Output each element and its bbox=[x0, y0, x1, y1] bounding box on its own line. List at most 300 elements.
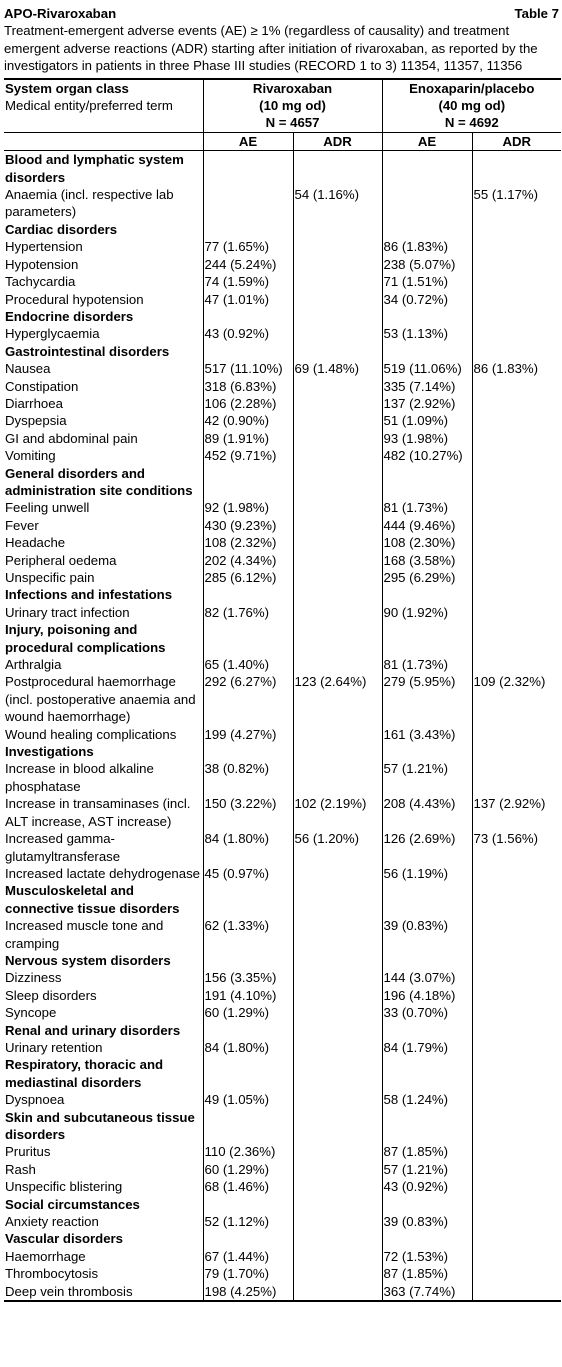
preferred-term: Unspecific blistering bbox=[5, 1179, 123, 1195]
table-row bbox=[4, 830, 561, 865]
preferred-term: Feeling unwell bbox=[5, 500, 90, 516]
rivaroxaban-ae-cell: 89 (1.91%) bbox=[203, 430, 293, 447]
enoxaparin-ae-cell: 90 (1.92%) bbox=[382, 604, 472, 621]
rivaroxaban-ae-cell: 47 (1.01%) bbox=[203, 291, 293, 308]
rivaroxaban-ae-cell: 68 (1.46%) bbox=[203, 1178, 293, 1195]
header-group-2-line1: Enoxaparin/placebo bbox=[409, 80, 535, 96]
category-row bbox=[4, 1109, 561, 1144]
empty-cell bbox=[472, 221, 561, 238]
rivaroxaban-adr-cell bbox=[293, 1178, 382, 1195]
enoxaparin-adr-cell bbox=[472, 273, 561, 290]
empty-cell bbox=[293, 308, 382, 325]
empty-cell bbox=[203, 621, 293, 656]
enoxaparin-ae-cell: 363 (7.74%) bbox=[382, 1283, 472, 1301]
table-row bbox=[4, 395, 561, 412]
rivaroxaban-ae-cell: 156 (3.35%) bbox=[203, 969, 293, 986]
empty-cell bbox=[293, 743, 382, 760]
enoxaparin-ae-cell: 168 (3.58%) bbox=[382, 552, 472, 569]
empty-cell bbox=[382, 343, 472, 360]
subheader-row bbox=[4, 132, 561, 150]
category-row bbox=[4, 1056, 561, 1091]
rivaroxaban-ae-cell: 84 (1.80%) bbox=[203, 830, 293, 865]
empty-cell bbox=[472, 621, 561, 656]
empty-cell bbox=[382, 1196, 472, 1213]
system-organ-class: Vascular disorders bbox=[5, 1231, 124, 1247]
category-row bbox=[4, 1196, 561, 1213]
category-row bbox=[4, 465, 561, 500]
table-row bbox=[4, 987, 561, 1004]
enoxaparin-adr-cell: 137 (2.92%) bbox=[472, 795, 561, 830]
enoxaparin-adr-cell bbox=[472, 1213, 561, 1230]
empty-cell bbox=[382, 1230, 472, 1247]
table-row bbox=[4, 325, 561, 342]
rivaroxaban-ae-cell: 199 (4.27%) bbox=[203, 726, 293, 743]
preferred-term: Thrombocytosis bbox=[5, 1266, 99, 1282]
rivaroxaban-ae-cell: 65 (1.40%) bbox=[203, 656, 293, 673]
table-row bbox=[4, 1265, 561, 1282]
preferred-term: GI and abdominal pain bbox=[5, 430, 138, 446]
table-row bbox=[4, 291, 561, 308]
rivaroxaban-adr-cell bbox=[293, 917, 382, 952]
category-row bbox=[4, 743, 561, 760]
rivaroxaban-ae-cell: 52 (1.12%) bbox=[203, 1213, 293, 1230]
enoxaparin-adr-cell bbox=[472, 987, 561, 1004]
rivaroxaban-adr-cell bbox=[293, 256, 382, 273]
rivaroxaban-adr-cell bbox=[293, 1283, 382, 1301]
adverse-events-table bbox=[4, 78, 561, 1302]
rivaroxaban-ae-cell: 517 (11.10%) bbox=[203, 360, 293, 377]
enoxaparin-ae-cell: 34 (0.72%) bbox=[382, 291, 472, 308]
rivaroxaban-adr-cell bbox=[293, 447, 382, 464]
table-row bbox=[4, 760, 561, 795]
empty-cell bbox=[203, 586, 293, 603]
rivaroxaban-ae-cell: 285 (6.12%) bbox=[203, 569, 293, 586]
table-row bbox=[4, 360, 561, 377]
rivaroxaban-ae-cell: 108 (2.32%) bbox=[203, 534, 293, 551]
header-col1-line1: System organ class bbox=[5, 80, 129, 96]
enoxaparin-ae-cell: 295 (6.29%) bbox=[382, 569, 472, 586]
rivaroxaban-ae-cell: 43 (0.92%) bbox=[203, 325, 293, 342]
table-row bbox=[4, 969, 561, 986]
empty-cell bbox=[472, 308, 561, 325]
table-label: Table 7 bbox=[514, 6, 559, 21]
rivaroxaban-adr-cell bbox=[293, 1161, 382, 1178]
system-organ-class: Investigations bbox=[5, 744, 94, 760]
enoxaparin-ae-cell: 39 (0.83%) bbox=[382, 917, 472, 952]
empty-cell bbox=[382, 1056, 472, 1091]
empty-cell bbox=[293, 221, 382, 238]
preferred-term: Increased gamma-glutamyltransferase bbox=[5, 831, 121, 864]
table-row bbox=[4, 1039, 561, 1056]
preferred-term: Increase in blood alkaline phosphatase bbox=[5, 761, 154, 794]
rivaroxaban-ae-cell: 60 (1.29%) bbox=[203, 1161, 293, 1178]
table-row bbox=[4, 499, 561, 516]
preferred-term: Nausea bbox=[5, 361, 51, 377]
empty-cell bbox=[472, 1109, 561, 1144]
rivaroxaban-adr-cell: 123 (2.64%) bbox=[293, 673, 382, 725]
preferred-term: Rash bbox=[5, 1161, 36, 1177]
enoxaparin-adr-cell: 73 (1.56%) bbox=[472, 830, 561, 865]
rivaroxaban-adr-cell bbox=[293, 273, 382, 290]
empty-cell bbox=[472, 1056, 561, 1091]
system-organ-class: Gastrointestinal disorders bbox=[5, 343, 170, 359]
category-row bbox=[4, 151, 561, 186]
enoxaparin-ae-cell: 43 (0.92%) bbox=[382, 1178, 472, 1195]
enoxaparin-adr-cell bbox=[472, 430, 561, 447]
enoxaparin-adr-cell bbox=[472, 726, 561, 743]
subheader-adr-2: ADR bbox=[472, 132, 561, 150]
system-organ-class: Endocrine disorders bbox=[5, 308, 134, 324]
empty-cell bbox=[382, 952, 472, 969]
header-group-1-line1: Rivaroxaban bbox=[252, 80, 333, 96]
rivaroxaban-ae-cell bbox=[203, 186, 293, 221]
enoxaparin-ae-cell: 238 (5.07%) bbox=[382, 256, 472, 273]
empty-cell bbox=[203, 882, 293, 917]
empty-cell bbox=[472, 465, 561, 500]
table-row bbox=[4, 430, 561, 447]
rivaroxaban-adr-cell bbox=[293, 378, 382, 395]
rivaroxaban-adr-cell bbox=[293, 726, 382, 743]
rivaroxaban-ae-cell: 62 (1.33%) bbox=[203, 917, 293, 952]
system-organ-class: Respiratory, thoracic and mediastinal disorders bbox=[5, 1057, 164, 1090]
rivaroxaban-adr-cell bbox=[293, 534, 382, 551]
empty-cell bbox=[203, 1109, 293, 1144]
enoxaparin-adr-cell bbox=[472, 1161, 561, 1178]
system-organ-class: Injury, poisoning and procedural complications bbox=[5, 622, 166, 655]
enoxaparin-adr-cell bbox=[472, 917, 561, 952]
rivaroxaban-ae-cell: 292 (6.27%) bbox=[203, 673, 293, 725]
empty-cell bbox=[203, 343, 293, 360]
empty-cell bbox=[472, 882, 561, 917]
enoxaparin-adr-cell bbox=[472, 1004, 561, 1021]
empty-cell bbox=[293, 952, 382, 969]
category-row bbox=[4, 952, 561, 969]
enoxaparin-adr-cell bbox=[472, 969, 561, 986]
enoxaparin-adr-cell bbox=[472, 1178, 561, 1195]
preferred-term: Unspecific pain bbox=[5, 570, 95, 585]
preferred-term: Hypotension bbox=[5, 256, 79, 272]
empty-cell bbox=[293, 1056, 382, 1091]
category-row bbox=[4, 586, 561, 603]
preferred-term: Tachycardia bbox=[5, 274, 76, 290]
preferred-term: Arthralgia bbox=[5, 657, 62, 673]
preferred-term: Dyspepsia bbox=[5, 413, 67, 429]
header-group-2-line2: (40 mg od) bbox=[438, 98, 506, 114]
empty-cell bbox=[293, 882, 382, 917]
empty-cell bbox=[203, 1230, 293, 1247]
empty-cell bbox=[293, 465, 382, 500]
rivaroxaban-adr-cell: 102 (2.19%) bbox=[293, 795, 382, 830]
document-header bbox=[4, 5, 559, 22]
rivaroxaban-ae-cell: 202 (4.34%) bbox=[203, 552, 293, 569]
table-row bbox=[4, 238, 561, 255]
rivaroxaban-adr-cell bbox=[293, 412, 382, 429]
enoxaparin-ae-cell bbox=[382, 186, 472, 221]
enoxaparin-ae-cell: 53 (1.13%) bbox=[382, 325, 472, 342]
enoxaparin-adr-cell bbox=[472, 865, 561, 882]
enoxaparin-ae-cell: 108 (2.30%) bbox=[382, 534, 472, 551]
empty-cell bbox=[203, 221, 293, 238]
empty-cell bbox=[203, 151, 293, 186]
rivaroxaban-ae-cell: 45 (0.97%) bbox=[203, 865, 293, 882]
enoxaparin-ae-cell: 519 (11.06%) bbox=[382, 360, 472, 377]
empty-cell bbox=[382, 308, 472, 325]
preferred-term: Urinary retention bbox=[5, 1039, 103, 1055]
rivaroxaban-adr-cell bbox=[293, 1248, 382, 1265]
rivaroxaban-ae-cell: 110 (2.36%) bbox=[203, 1143, 293, 1160]
table-body bbox=[4, 151, 561, 1301]
enoxaparin-adr-cell bbox=[472, 1039, 561, 1056]
header-group-1-line2: (10 mg od) bbox=[259, 98, 326, 114]
category-row bbox=[4, 882, 561, 917]
empty-cell bbox=[382, 1109, 472, 1144]
preferred-term: Diarrhoea bbox=[5, 395, 63, 411]
system-organ-class: Infections and infestations bbox=[5, 587, 173, 603]
enoxaparin-ae-cell: 444 (9.46%) bbox=[382, 517, 472, 534]
enoxaparin-adr-cell bbox=[472, 1265, 561, 1282]
enoxaparin-adr-cell bbox=[472, 1143, 561, 1160]
preferred-term: Urinary tract infection bbox=[5, 604, 130, 620]
empty-cell bbox=[472, 1230, 561, 1247]
empty-cell bbox=[293, 1230, 382, 1247]
rivaroxaban-adr-cell bbox=[293, 1091, 382, 1108]
enoxaparin-adr-cell bbox=[472, 412, 561, 429]
enoxaparin-ae-cell: 335 (7.14%) bbox=[382, 378, 472, 395]
empty-cell bbox=[203, 743, 293, 760]
system-organ-class: General disorders and administration site conditions bbox=[5, 465, 193, 498]
rivaroxaban-ae-cell: 84 (1.80%) bbox=[203, 1039, 293, 1056]
enoxaparin-adr-cell: 109 (2.32%) bbox=[472, 673, 561, 725]
table-row bbox=[4, 1283, 561, 1301]
table-row bbox=[4, 726, 561, 743]
category-row bbox=[4, 1230, 561, 1247]
table-row bbox=[4, 1248, 561, 1265]
table-row bbox=[4, 273, 561, 290]
rivaroxaban-adr-cell bbox=[293, 604, 382, 621]
rivaroxaban-ae-cell: 106 (2.28%) bbox=[203, 395, 293, 412]
enoxaparin-ae-cell: 93 (1.98%) bbox=[382, 430, 472, 447]
empty-cell bbox=[382, 151, 472, 186]
category-row bbox=[4, 221, 561, 238]
enoxaparin-adr-cell bbox=[472, 552, 561, 569]
enoxaparin-ae-cell: 51 (1.09%) bbox=[382, 412, 472, 429]
enoxaparin-adr-cell bbox=[472, 256, 561, 273]
rivaroxaban-ae-cell: 74 (1.59%) bbox=[203, 273, 293, 290]
system-organ-class: Social circumstances bbox=[5, 1196, 140, 1212]
table-row bbox=[4, 256, 561, 273]
category-row bbox=[4, 343, 561, 360]
enoxaparin-adr-cell bbox=[472, 291, 561, 308]
enoxaparin-adr-cell bbox=[472, 447, 561, 464]
enoxaparin-ae-cell: 126 (2.69%) bbox=[382, 830, 472, 865]
empty-cell bbox=[382, 621, 472, 656]
empty-cell bbox=[472, 1022, 561, 1039]
enoxaparin-ae-cell: 86 (1.83%) bbox=[382, 238, 472, 255]
empty-cell bbox=[472, 952, 561, 969]
empty-cell bbox=[472, 586, 561, 603]
rivaroxaban-ae-cell: 150 (3.22%) bbox=[203, 795, 293, 830]
system-organ-class: Cardiac disorders bbox=[5, 221, 118, 237]
header-group-rivaroxaban bbox=[203, 79, 382, 133]
rivaroxaban-adr-cell bbox=[293, 552, 382, 569]
table-row bbox=[4, 517, 561, 534]
table-row bbox=[4, 1213, 561, 1230]
rivaroxaban-ae-cell: 79 (1.70%) bbox=[203, 1265, 293, 1282]
enoxaparin-ae-cell: 84 (1.79%) bbox=[382, 1039, 472, 1056]
rivaroxaban-ae-cell: 60 (1.29%) bbox=[203, 1004, 293, 1021]
rivaroxaban-ae-cell: 318 (6.83%) bbox=[203, 378, 293, 395]
enoxaparin-ae-cell: 208 (4.43%) bbox=[382, 795, 472, 830]
rivaroxaban-ae-cell: 49 (1.05%) bbox=[203, 1091, 293, 1108]
system-organ-class: Musculoskeletal and connective tissue disorders bbox=[5, 883, 180, 916]
header-col1-line2: Medical entity/preferred term bbox=[5, 98, 173, 114]
system-organ-class: Skin and subcutaneous tissue disorders bbox=[5, 1109, 195, 1142]
empty-cell bbox=[203, 1196, 293, 1213]
enoxaparin-adr-cell bbox=[472, 378, 561, 395]
table-row bbox=[4, 378, 561, 395]
enoxaparin-ae-cell: 57 (1.21%) bbox=[382, 760, 472, 795]
enoxaparin-ae-cell: 72 (1.53%) bbox=[382, 1248, 472, 1265]
enoxaparin-ae-cell: 33 (0.70%) bbox=[382, 1004, 472, 1021]
preferred-term: Dizziness bbox=[5, 970, 62, 986]
table-row bbox=[4, 1091, 561, 1108]
rivaroxaban-adr-cell: 69 (1.48%) bbox=[293, 360, 382, 377]
enoxaparin-adr-cell bbox=[472, 499, 561, 516]
rivaroxaban-adr-cell bbox=[293, 1004, 382, 1021]
empty-cell bbox=[203, 465, 293, 500]
empty-cell bbox=[293, 1196, 382, 1213]
rivaroxaban-adr-cell bbox=[293, 760, 382, 795]
rivaroxaban-ae-cell: 67 (1.44%) bbox=[203, 1248, 293, 1265]
preferred-term: Wound healing complications bbox=[5, 726, 177, 742]
rivaroxaban-ae-cell: 82 (1.76%) bbox=[203, 604, 293, 621]
rivaroxaban-ae-cell: 452 (9.71%) bbox=[203, 447, 293, 464]
table-row bbox=[4, 604, 561, 621]
rivaroxaban-adr-cell: 54 (1.16%) bbox=[293, 186, 382, 221]
enoxaparin-adr-cell bbox=[472, 604, 561, 621]
preferred-term: Increased lactate dehydrogenase bbox=[5, 865, 201, 881]
preferred-term: Anaemia (incl. respective lab parameters) bbox=[5, 187, 174, 220]
rivaroxaban-adr-cell bbox=[293, 1039, 382, 1056]
table-row bbox=[4, 552, 561, 569]
preferred-term: Headache bbox=[5, 535, 66, 551]
enoxaparin-ae-cell: 39 (0.83%) bbox=[382, 1213, 472, 1230]
preferred-term: Increased muscle tone and cramping bbox=[5, 918, 164, 951]
empty-cell bbox=[472, 151, 561, 186]
rivaroxaban-ae-cell: 77 (1.65%) bbox=[203, 238, 293, 255]
empty-cell bbox=[203, 308, 293, 325]
empty-cell bbox=[382, 743, 472, 760]
rivaroxaban-adr-cell bbox=[293, 499, 382, 516]
table-row bbox=[4, 1004, 561, 1021]
rivaroxaban-adr-cell bbox=[293, 395, 382, 412]
enoxaparin-ae-cell: 57 (1.21%) bbox=[382, 1161, 472, 1178]
empty-cell bbox=[203, 1022, 293, 1039]
table-row bbox=[4, 534, 561, 551]
enoxaparin-ae-cell: 58 (1.24%) bbox=[382, 1091, 472, 1108]
empty-cell bbox=[293, 343, 382, 360]
enoxaparin-ae-cell: 137 (2.92%) bbox=[382, 395, 472, 412]
table-row bbox=[4, 447, 561, 464]
rivaroxaban-adr-cell bbox=[293, 291, 382, 308]
rivaroxaban-adr-cell bbox=[293, 969, 382, 986]
preferred-term: Syncope bbox=[5, 1005, 57, 1021]
rivaroxaban-ae-cell: 198 (4.25%) bbox=[203, 1283, 293, 1301]
enoxaparin-adr-cell bbox=[472, 569, 561, 586]
enoxaparin-adr-cell bbox=[472, 1248, 561, 1265]
preferred-term: Constipation bbox=[5, 378, 79, 394]
rivaroxaban-adr-cell bbox=[293, 656, 382, 673]
table-row bbox=[4, 865, 561, 882]
table-row bbox=[4, 1143, 561, 1160]
preferred-term: Postprocedural haemorrhage (incl. postoperative anaemia and wound haemorrhage) bbox=[5, 674, 196, 725]
rivaroxaban-adr-cell bbox=[293, 987, 382, 1004]
enoxaparin-ae-cell: 87 (1.85%) bbox=[382, 1143, 472, 1160]
header-group-1-line3: N = 4657 bbox=[265, 115, 320, 131]
preferred-term: Pruritus bbox=[5, 1144, 51, 1160]
rivaroxaban-adr-cell bbox=[293, 865, 382, 882]
table-caption: Treatment-emergent adverse events (AE) ≥ 1% (regardless of causality) and treatment emergent adverse reactions (ADR) starting after initiation of rivaroxaban, as reported by the investigators in patients in three Phase III studies (RECORD 1 to 3) 11354, 11357, 11356 bbox=[4, 23, 538, 74]
preferred-term: Hypertension bbox=[5, 239, 83, 255]
category-row bbox=[4, 621, 561, 656]
table-row bbox=[4, 412, 561, 429]
enoxaparin-ae-cell: 482 (10.27%) bbox=[382, 447, 472, 464]
document-name: APO-Rivaroxaban bbox=[4, 6, 117, 21]
subheader-ae-2: AE bbox=[382, 132, 472, 150]
empty-cell bbox=[472, 343, 561, 360]
preferred-term: Peripheral oedema bbox=[5, 552, 117, 568]
preferred-term: Vomiting bbox=[5, 448, 56, 464]
enoxaparin-adr-cell: 55 (1.17%) bbox=[472, 186, 561, 221]
preferred-term: Procedural hypotension bbox=[5, 291, 144, 307]
table-row bbox=[4, 569, 561, 586]
system-organ-class: Nervous system disorders bbox=[5, 952, 171, 968]
empty-cell bbox=[293, 621, 382, 656]
rivaroxaban-ae-cell: 92 (1.98%) bbox=[203, 499, 293, 516]
subheader-adr-1: ADR bbox=[293, 132, 382, 150]
empty-cell bbox=[472, 743, 561, 760]
table-row bbox=[4, 673, 561, 725]
empty-cell bbox=[293, 1022, 382, 1039]
rivaroxaban-ae-cell: 430 (9.23%) bbox=[203, 517, 293, 534]
rivaroxaban-ae-cell: 191 (4.10%) bbox=[203, 987, 293, 1004]
rivaroxaban-adr-cell bbox=[293, 325, 382, 342]
empty-cell bbox=[203, 1056, 293, 1091]
header-system-organ-class bbox=[4, 79, 203, 133]
rivaroxaban-adr-cell bbox=[293, 1143, 382, 1160]
empty-cell bbox=[203, 952, 293, 969]
table-row bbox=[4, 186, 561, 221]
enoxaparin-ae-cell: 56 (1.19%) bbox=[382, 865, 472, 882]
table-row bbox=[4, 1178, 561, 1195]
enoxaparin-adr-cell bbox=[472, 1091, 561, 1108]
rivaroxaban-adr-cell: 56 (1.20%) bbox=[293, 830, 382, 865]
rivaroxaban-adr-cell bbox=[293, 517, 382, 534]
enoxaparin-ae-cell: 81 (1.73%) bbox=[382, 656, 472, 673]
empty-cell bbox=[382, 586, 472, 603]
enoxaparin-adr-cell: 86 (1.83%) bbox=[472, 360, 561, 377]
table-row bbox=[4, 1161, 561, 1178]
preferred-term: Haemorrhage bbox=[5, 1248, 86, 1264]
enoxaparin-adr-cell bbox=[472, 395, 561, 412]
rivaroxaban-adr-cell bbox=[293, 1265, 382, 1282]
category-row bbox=[4, 1022, 561, 1039]
preferred-term: Sleep disorders bbox=[5, 987, 97, 1003]
subheader-blank bbox=[4, 132, 203, 150]
preferred-term: Dyspnoea bbox=[5, 1092, 65, 1108]
enoxaparin-adr-cell bbox=[472, 656, 561, 673]
rivaroxaban-ae-cell: 244 (5.24%) bbox=[203, 256, 293, 273]
